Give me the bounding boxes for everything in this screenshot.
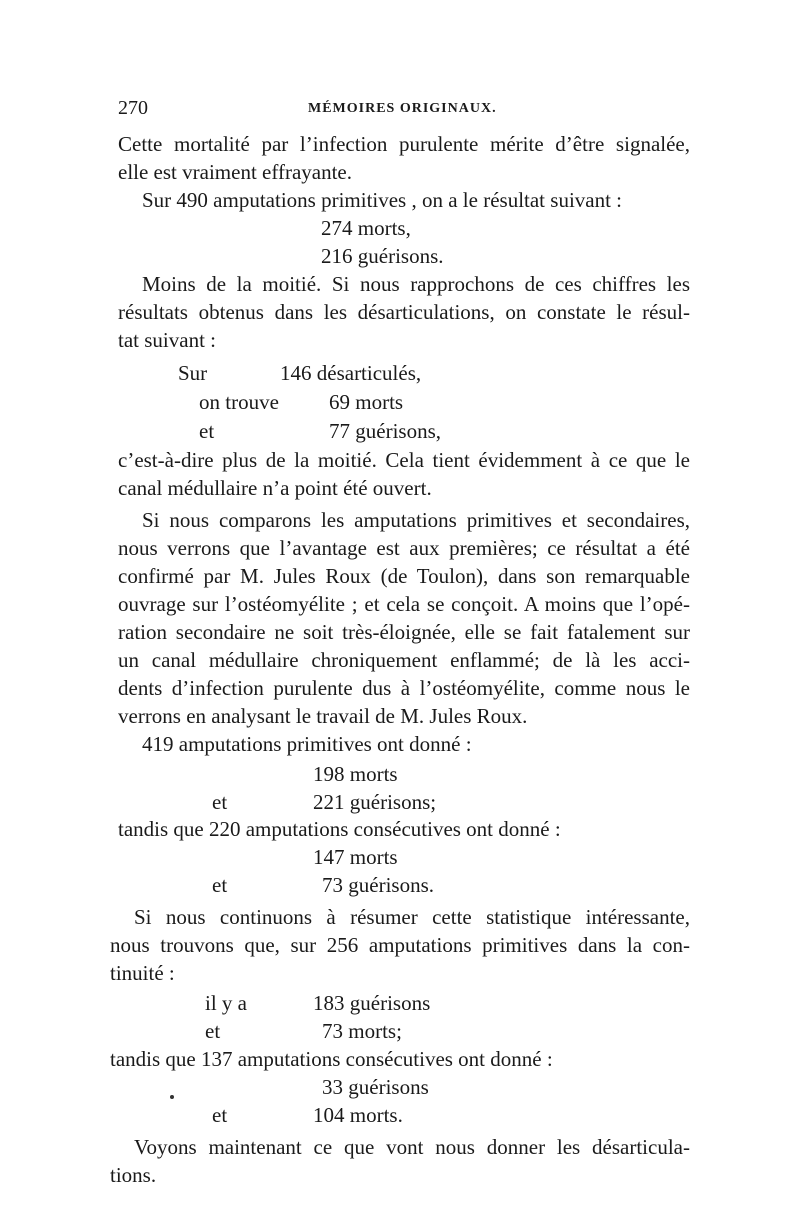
stat-line: 221 guérisons; [313,790,437,814]
text-line: Cette mortalité par l’infection purulente mérite d’être signalée, [118,132,690,156]
text-line: c’est-à-dire plus de la moitié. Cela tient évidemment à ce que le [118,448,690,472]
text-line: tandis que 137 amputations consécutives ont donné : [110,1047,553,1071]
text-line: nous trouvons que, sur 256 amputations primitives dans la con- [110,933,690,957]
stat-label: et [212,790,228,814]
stat-line: 33 guérisons [322,1075,429,1099]
stat-label: et [212,873,228,897]
text-line: Sur 490 amputations primitives , on a le résultat suivant : [142,188,623,212]
stat-label: il y a [205,991,247,1015]
text-line: canal médullaire n’a point été ouvert. [118,476,432,500]
page-header [118,97,690,123]
stat-label: on trouve [199,390,279,414]
text-line: verrons en analysant le travail de M. Jules Roux. [118,704,528,728]
text-line: tinuité : [110,961,175,985]
text-line: Si nous continuons à résumer cette statistique intéressante, [134,905,690,929]
page-number: 270 [118,97,148,119]
text-line: elle est vraiment effrayante. [118,160,352,184]
stat-line: 104 morts. [313,1103,403,1127]
text-line: résultats obtenus dans les désarticulations, on constate le résul- [118,300,690,324]
stat-line: 274 morts, [321,216,411,240]
stat-label: et [199,419,215,443]
stat-label: Sur [178,361,208,385]
text-line: tat suivant : [118,328,216,352]
text-line: ration secondaire ne soit très-éloignée, elle se fait fatalement sur [118,620,690,644]
text-line: confirmé par M. Jules Roux (de Toulon), dans son remarquable [118,564,690,588]
text-line: dents d’infection purulente dus à l’ostéomyélite, comme nous le [118,676,690,700]
stat-line: 77 guérisons, [329,419,441,443]
stat-label: et [212,1103,228,1127]
text-line: tions. [110,1163,157,1187]
running-title: MÉMOIRES ORIGINAUX. [308,101,497,116]
text-line: Si nous comparons les amputations primitives et secondaires, [142,508,690,532]
text-line: un canal médullaire chroniquement enflammé; de là les acci- [118,648,690,672]
text-line: nous verrons que l’avantage est aux premières; ce résultat a été [118,536,690,560]
stat-label: et [205,1019,221,1043]
stat-line: 69 morts [329,390,404,414]
text-line: 419 amputations primitives ont donné : [142,732,472,756]
text-line: Voyons maintenant ce que vont nous donner les désarticula- [134,1135,690,1159]
text-line: ouvrage sur l’ostéomyélite ; et cela se conçoit. A moins que l’opé- [118,592,690,616]
stat-line: 216 guérisons. [321,244,444,268]
ink-speck [170,1095,174,1099]
text-line: Moins de la moitié. Si nous rapprochons de ces chiffres les [142,272,690,296]
stat-line: 73 guérisons. [322,873,434,897]
stat-line: 183 guérisons [313,991,431,1015]
text-line: tandis que 220 amputations consécutives ont donné : [118,817,561,841]
stat-line: 146 désarticulés, [280,361,422,385]
stat-line: 73 morts; [322,1019,402,1043]
stat-line: 147 morts [313,845,398,869]
stat-line: 198 morts [313,762,398,786]
